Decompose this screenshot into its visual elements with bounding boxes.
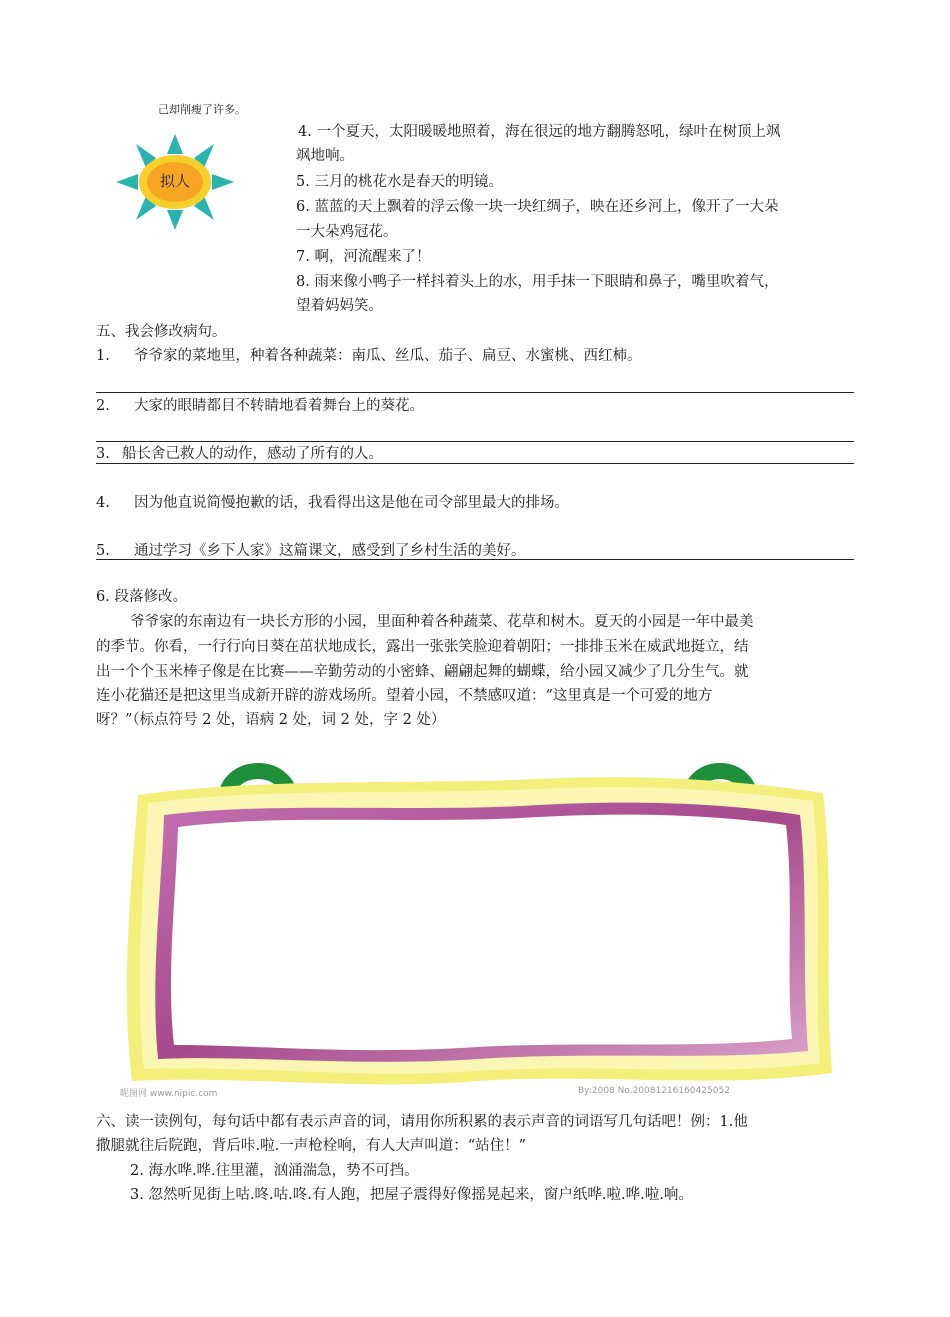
section-six-line-2: 撒腿就往后院跑，背后咔.啦.一声枪栓响，有人大声叫道：“站住！” [96,1138,527,1154]
top-fragment-text: 己却削瘦了许多。 [158,103,246,116]
sentence-1-number: 1. [96,348,110,364]
sentence-2-number: 2. [96,398,110,414]
list-item-7-line1: 7. 啊，河流醒来了！ [296,249,431,265]
sentence-4-number: 4. [96,495,110,511]
section-six-line-3: 2. 海水哗.哗.往里灌，汹涌湍急，势不可挡。 [130,1163,419,1179]
paragraph-line-5: 呀？”（标点符号 2 处，语病 2 处，词 2 处，字 2 处） [96,712,446,728]
frame-illustration [118,755,836,1103]
list-item-6-line2: 一大朵鸡冠花。 [296,224,398,240]
paragraph-line-4: 连小花猫还是把这里当成新开辟的游戏场所。望着小园，不禁感叹道：“这里真是一个可爱的地方 [96,688,713,704]
sentence-4-text: 因为他直说简慢抱歉的话，我看得出这是他在司令部里最大的排场。 [134,495,569,511]
list-item-8-line2: 望着妈妈笑。 [296,298,383,314]
writing-frame [118,755,836,1103]
sun-badge-label: 拟人 [159,172,190,190]
answer-line-1[interactable] [96,392,854,393]
list-item-6-line1: 6. 蓝蓝的天上飘着的浮云像一块一块红绸子，映在还乡河上，像开了一大朵 [296,199,779,215]
frame-watermark-left: 昵图网 www.nipic.com [120,1089,218,1099]
sentence-3-number: 3. [96,446,110,462]
frame-watermark-right: By:2008 No.20081216160425052 [578,1086,730,1096]
section-six-line-1: 六、读一读例句，每句话中都有表示声音的词，请用你所积累的表示声音的词语写几句话吧！例：1.他 [96,1114,748,1130]
answer-line-5[interactable] [96,559,854,560]
list-item-5-line1: 5. 三月的桃花水是春天的明镜。 [296,174,503,190]
paragraph-line-1: 爷爷家的东南边有一块长方形的小园，里面种着各种蔬菜、花草和树木。夏天的小园是一年中最美 [130,614,754,630]
list-item-4-line1: 4. 一个夏天，太阳暖暖地照着，海在很远的地方翻腾怒吼，绿叶在树顶上飒 [298,124,781,140]
sentence-5-number: 5. [96,543,110,559]
paragraph-line-2: 的季节。你看，一行行向日葵在茁状地成长，露出一张张笑脸迎着朝阳；一排排玉米在威武地挺立，结 [96,639,749,655]
sentence-3-text: 船长舍己救人的动作，感动了所有的人。 [122,446,383,462]
list-item-8-line1: 8. 雨来像小鸭子一样抖着头上的水，用手抹一下眼睛和鼻子，嘴里吹着气， [296,274,779,290]
paragraph-line-3: 出一个个玉米棒子像是在比赛——辛勤劳动的小密蜂、翩翩起舞的蝴蝶，给小园又减少了几分生气。就 [96,664,749,680]
section-six-line-4: 3. 忽然听见街上咕.咚.咕.咚.有人跑，把屋子震得好像摇晃起来，窗户纸哗.啦.哗.啦.响。 [130,1187,693,1203]
section-5-heading: 五、我会修改病句。 [96,324,227,340]
list-item-4-line2: 飒地响。 [296,148,354,164]
paragraph-heading: 6. 段落修改。 [96,589,187,605]
sentence-2-text: 大家的眼睛都目不转睛地看着舞台上的葵花。 [134,398,424,414]
sentence-1-text: 爷爷家的菜地里，种着各种蔬菜：南瓜、丝瓜、茄子、扁豆、水蜜桃、西红柿。 [134,348,642,364]
answer-line-3[interactable] [96,463,854,464]
sun-badge [114,132,236,232]
sentence-5-text: 通过学习《乡下人家》这篇课文，感受到了乡村生活的美好。 [134,543,526,559]
